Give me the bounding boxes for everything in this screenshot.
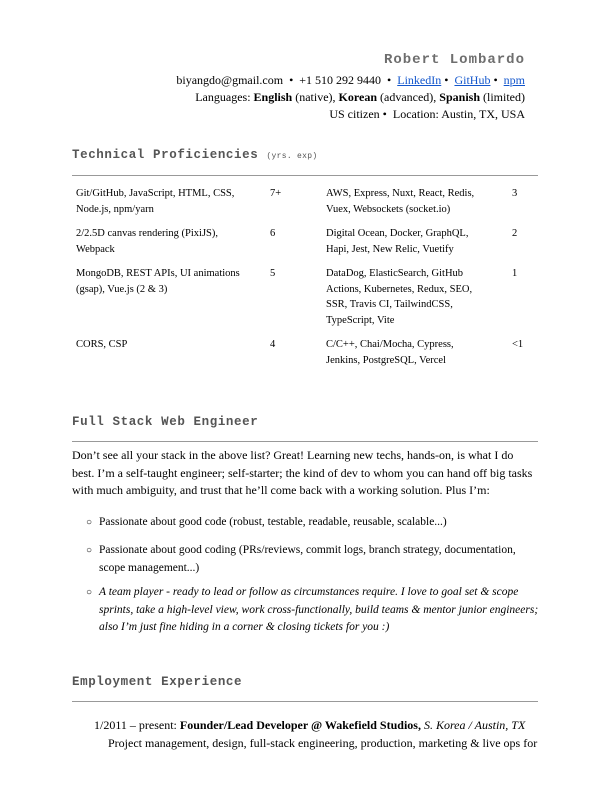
separator: • [387, 73, 392, 87]
npm-link[interactable]: npm [503, 73, 525, 87]
github-link[interactable]: GitHub [454, 73, 491, 87]
skill-list: AWS, Express, Nuxt, React, Redis, Vuex, Websockets (socket.io) [326, 188, 475, 215]
email-text: biyangdo@gmail.com [176, 73, 284, 87]
skill-list: Digital Ocean, Docker, GraphQL, Hapi, Jest, New Relic, Vuetify [326, 228, 469, 255]
experience-section-title [72, 675, 242, 689]
resume-name: Robert Lombardo [383, 52, 525, 68]
linkedin-link[interactable]: LinkedIn [397, 73, 442, 87]
skill-years: 3 [512, 188, 518, 199]
bullet-text: Passionate about good coding (PRs/reviews, commit logs, branch strategy, documentation, scope management...) [99, 544, 516, 574]
skill-years: <1 [512, 339, 524, 350]
bullet-marker: ○ [86, 587, 93, 598]
summary-paragraph: Don’t see all your stack in the above list? Great! Learning new techs, hands-on, is what I do best. I’m a self-taught engineer; self-starter; the kind of dev to whom you can hand off big tasks with much ambiguity, and trust that he’ll come back with a working solution. Plus I’m: [72, 448, 533, 497]
separator: • [289, 73, 294, 87]
bullet-text: Passionate about good code (robust, testable, readable, reusable, scalable...) [99, 516, 447, 528]
job-location: S. Korea / Austin, TX [423, 718, 526, 732]
citizenship-text: US citizen [329, 107, 380, 121]
summary-section-title [72, 415, 258, 429]
summary-title: Full Stack Web Engineer [72, 415, 259, 429]
skills-section-title [72, 148, 317, 162]
skill-years: 7+ [270, 188, 282, 199]
separator: • [493, 73, 498, 87]
skill-years: 5 [270, 268, 276, 279]
separator: • [382, 107, 387, 121]
language-level: (advanced) [380, 90, 434, 104]
location-text: Location: Austin, TX, USA [392, 107, 525, 121]
phone-text: +1 510 292 9440 [299, 73, 382, 87]
language-level: (native) [295, 90, 333, 104]
list-item [72, 584, 539, 637]
skill-list: C/C++, Chai/Mocha, Cypress, Jenkins, PostgreSQL, Vercel [326, 339, 454, 366]
language-spanish: Spanish [439, 90, 480, 104]
skill-years: 6 [270, 228, 276, 239]
language-level: (limited) [483, 90, 525, 104]
list-item [72, 542, 539, 577]
list-item [72, 514, 539, 532]
skills-subtitle: (yrs. exp) [266, 152, 318, 161]
location-line [329, 107, 525, 122]
bullet-marker: ○ [86, 517, 93, 528]
job-dates: 1/2011 – present: [94, 718, 177, 732]
languages-line: Languages: English (native), Korean (advanced), Spanish (limited) [195, 90, 525, 104]
language-english: English [253, 90, 293, 104]
bullet-marker: ○ [86, 545, 93, 556]
section-divider [72, 175, 538, 176]
job-heading [94, 718, 525, 733]
skills-title: Technical Proficiencies [72, 148, 259, 162]
section-divider [72, 701, 538, 702]
bullet-text: A team player - ready to lead or follow as circumstances require. I love to goal set & scope sprints, take a high-level view, work cross-functionally, build teams & mentor junior engineers; also I’m just fine hiding in a corner & closing tickets for you :) [99, 586, 539, 633]
summary-bullets [72, 514, 538, 634]
language-korean: Korean [338, 90, 377, 104]
skill-years: 4 [270, 339, 276, 350]
languages-label: Languages: [195, 90, 251, 104]
job-description: Project management, design, full-stack engineering, production, marketing & live ops for [108, 736, 538, 750]
experience-title: Employment Experience [72, 675, 243, 689]
skill-list: DataDog, ElasticSearch, GitHub Actions, Kubernetes, Redux, SEO, SSR, Travis CI, TailwindCSS, TypeScript, Vite [326, 268, 473, 326]
section-divider [72, 441, 538, 442]
separator: • [444, 73, 449, 87]
skill-list: CORS, CSP [76, 339, 128, 350]
skill-list: 2/2.5D canvas rendering (PixiJS), Webpack [76, 228, 219, 255]
job-role: Founder/Lead Developer @ Wakefield Studios, [179, 718, 421, 732]
skill-list: MongoDB, REST APIs, UI animations (gsap), Vue.js (2 & 3) [76, 268, 240, 295]
skill-list: Git/GitHub, JavaScript, HTML, CSS, Node.js, npm/yarn [76, 188, 235, 215]
contact-line [176, 73, 525, 88]
skill-years: 1 [512, 268, 518, 279]
skill-years: 2 [512, 228, 518, 239]
